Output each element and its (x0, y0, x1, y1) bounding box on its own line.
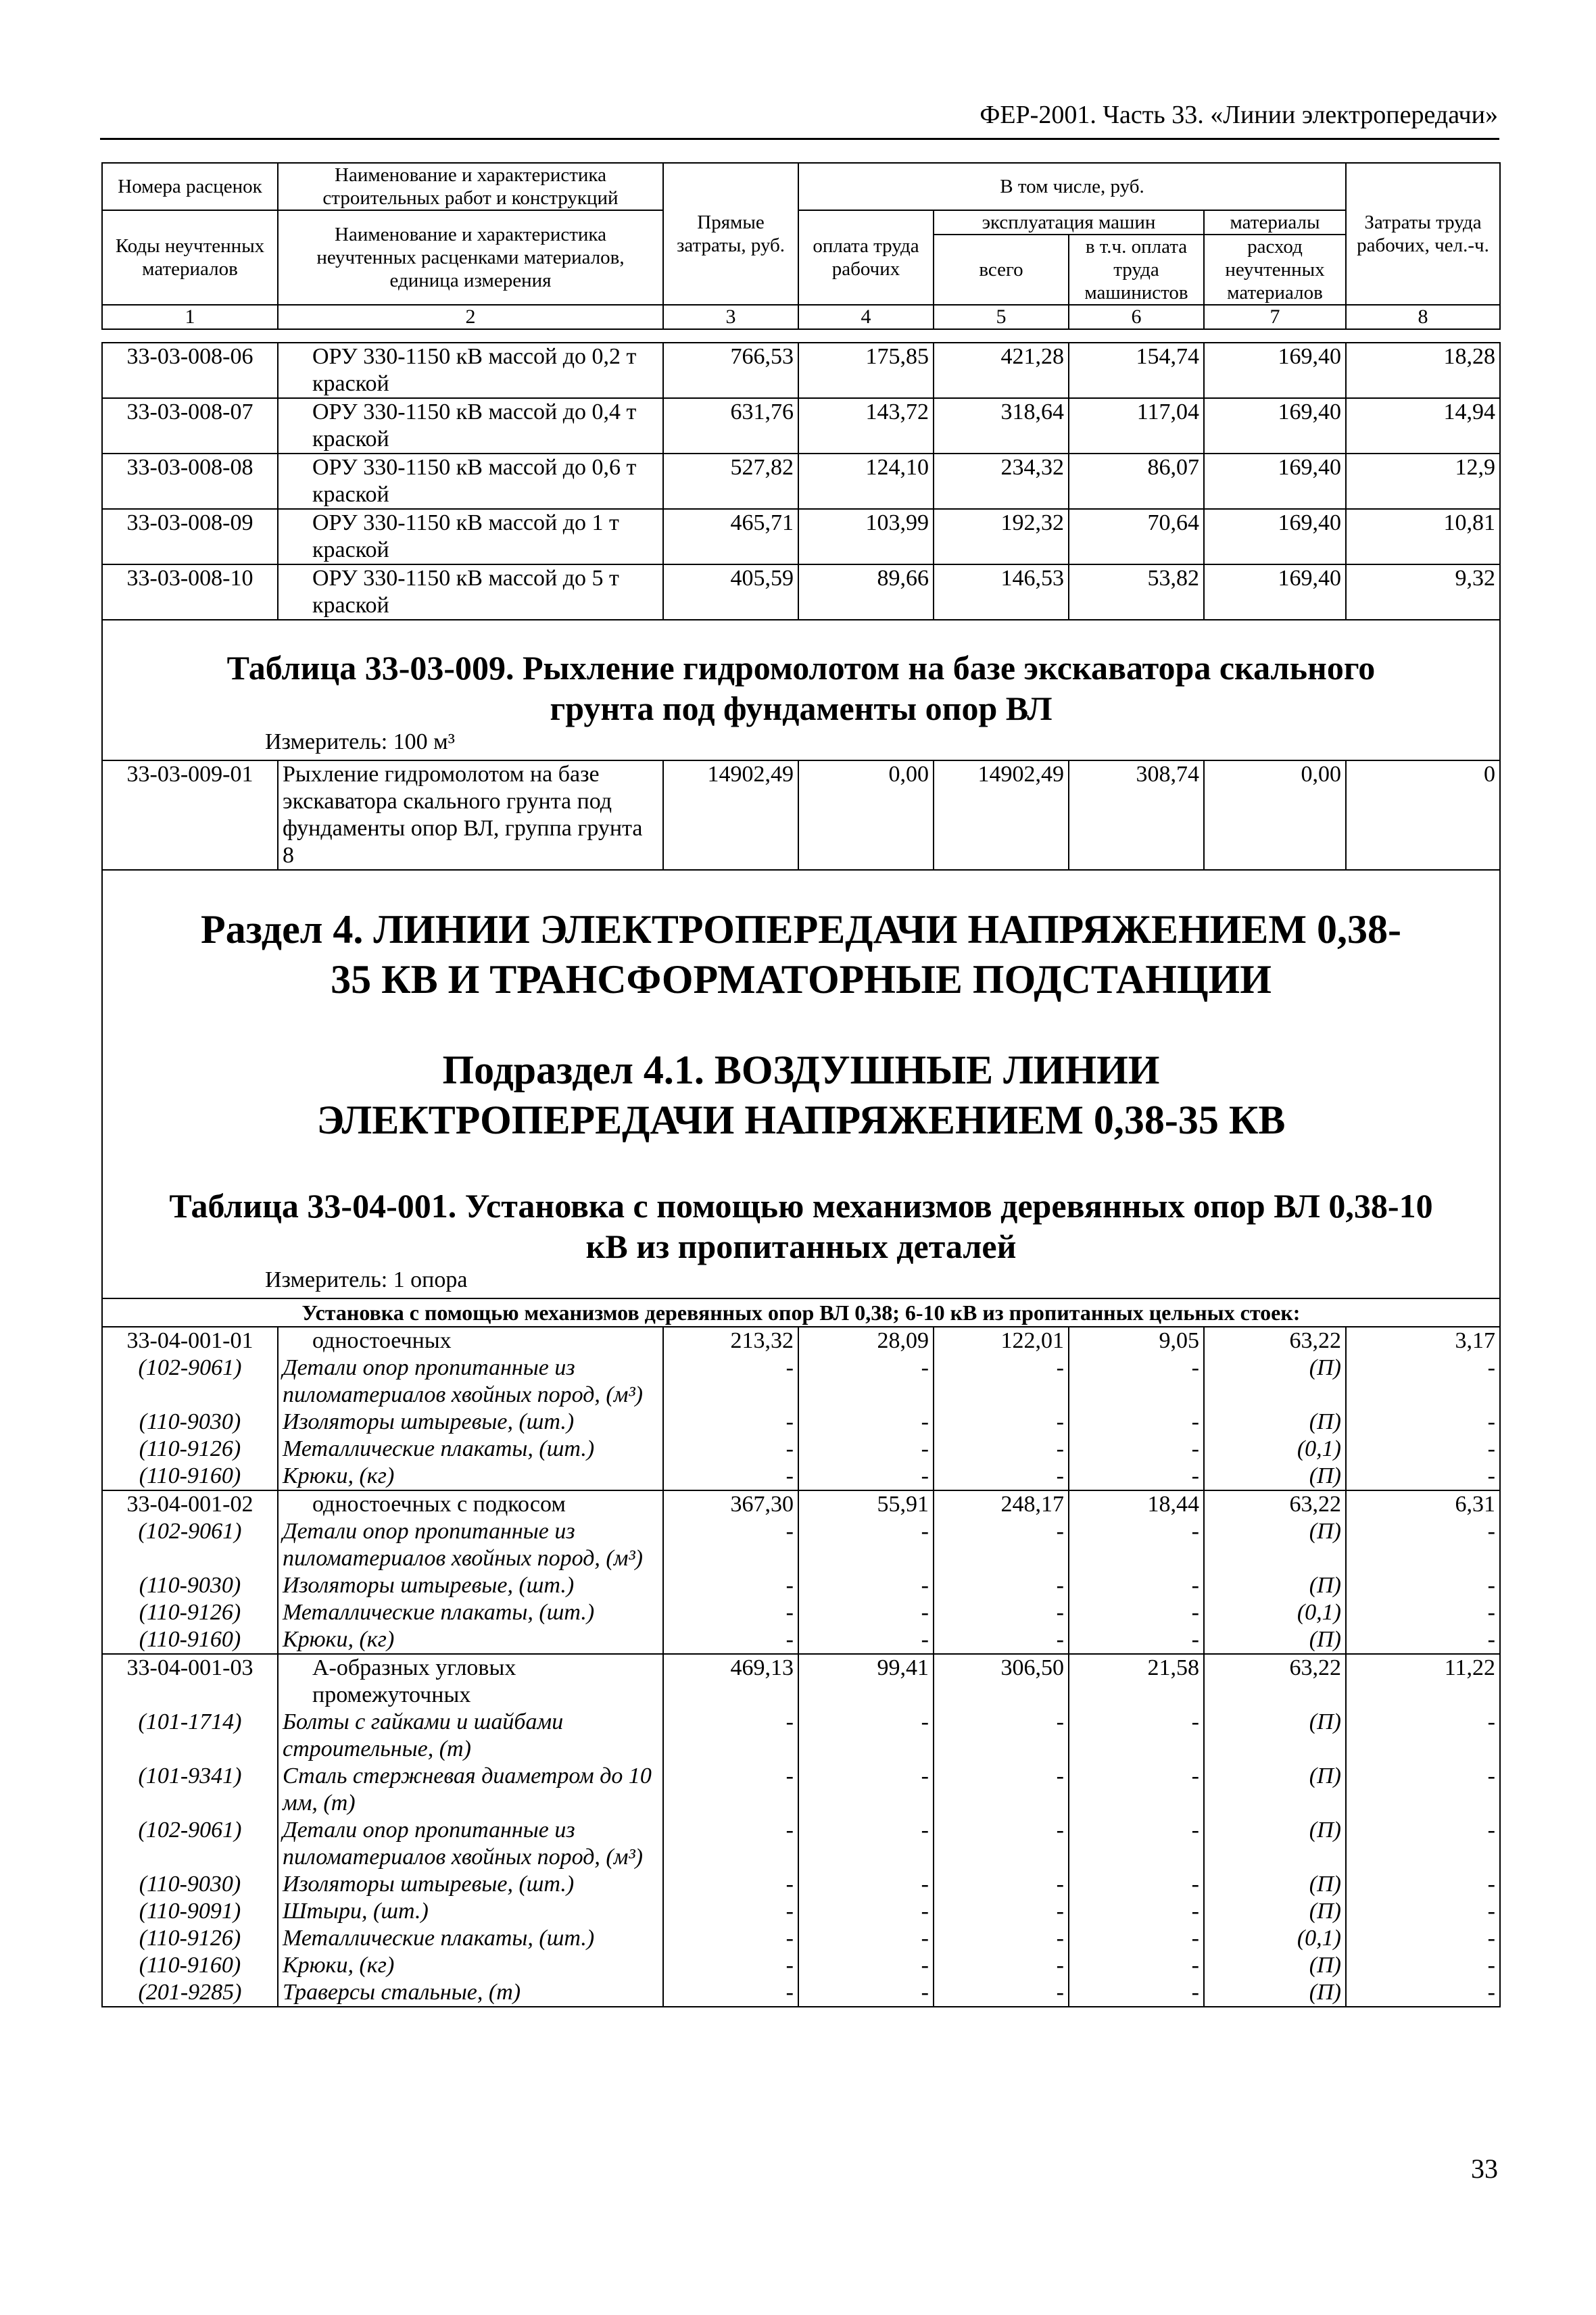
labor-pay-value: 143,72 (798, 398, 934, 454)
dash-cell: - (663, 1599, 798, 1626)
machines-total-value: 318,64 (934, 398, 1069, 454)
dash-cell: - (663, 1709, 798, 1763)
dash-cell: - (934, 1763, 1069, 1817)
col-number: 5 (934, 305, 1069, 329)
rate-code: 33-04-001-03 (102, 1654, 278, 1709)
material-consumption: (П) (1204, 1572, 1346, 1599)
material-name: Изоляторы штыревые, (шт.) (278, 1871, 663, 1898)
dash-cell: - (1346, 1817, 1500, 1871)
dash-cell: - (934, 1817, 1069, 1871)
machines-total-value: 306,50 (934, 1654, 1069, 1709)
dash-cell: - (1069, 1709, 1204, 1763)
dash-cell: - (1069, 1626, 1204, 1654)
dash-cell: - (1069, 1952, 1204, 1979)
operator-pay-value: 9,05 (1069, 1327, 1204, 1355)
col-number: 1 (102, 305, 278, 329)
dash-cell: - (663, 1763, 798, 1817)
dash-cell: - (1069, 1925, 1204, 1952)
direct-costs-value: 469,13 (663, 1654, 798, 1709)
material-code: (102-9061) (102, 1518, 278, 1572)
col-number: 7 (1204, 305, 1346, 329)
rate-code: 33-03-008-10 (102, 564, 278, 620)
dash-cell: - (798, 1763, 934, 1817)
column-header-table (101, 162, 1501, 330)
dash-cell: - (663, 1626, 798, 1654)
labor-costs-value: 12,9 (1346, 454, 1500, 509)
rate-code: 33-04-001-02 (102, 1490, 278, 1518)
rate-code: 33-04-001-01 (102, 1327, 278, 1355)
material-name: Детали опор пропитанные из пиломатериалов хвойных пород, (м³) (278, 1817, 663, 1871)
material-name: Траверсы стальные, (т) (278, 1979, 663, 2007)
labor-pay-value: 103,99 (798, 509, 934, 564)
dash-cell: - (1069, 1463, 1204, 1490)
material-row (102, 1599, 1500, 1626)
col-number: 6 (1069, 305, 1204, 329)
labor-costs-value: 18,28 (1346, 343, 1500, 398)
material-consumption: (П) (1204, 1763, 1346, 1817)
materials-value: 0,00 (1204, 760, 1346, 870)
rate-name: Рыхление гидромолотом на базе экскаватора скального грунта под фундаменты опор ВЛ, группа грунта 8 (278, 760, 663, 870)
material-code: (110-9160) (102, 1626, 278, 1654)
material-code: (201-9285) (102, 1979, 278, 2007)
rate-name: одностоечных с подкосом (278, 1490, 663, 1518)
material-consumption: (0,1) (1204, 1436, 1346, 1463)
col-number: 3 (663, 305, 798, 329)
header-rule (100, 138, 1499, 140)
material-consumption: (0,1) (1204, 1599, 1346, 1626)
dash-cell: - (1069, 1355, 1204, 1409)
material-name: Сталь стержневая диаметром до 10 мм, (т) (278, 1763, 663, 1817)
material-code: (110-9091) (102, 1898, 278, 1925)
dash-cell: - (1346, 1355, 1500, 1409)
dash-cell: - (798, 1626, 934, 1654)
col-number: 4 (798, 305, 934, 329)
material-consumption: (П) (1204, 1871, 1346, 1898)
rates-table (101, 342, 1501, 2007)
dash-cell: - (663, 1871, 798, 1898)
dash-cell: - (798, 1898, 934, 1925)
operator-pay-value: 53,82 (1069, 564, 1204, 620)
operator-pay-value: 86,07 (1069, 454, 1204, 509)
machines-total-value: 234,32 (934, 454, 1069, 509)
machines-total-value: 122,01 (934, 1327, 1069, 1355)
materials-value: 63,22 (1204, 1654, 1346, 1709)
dash-cell: - (1346, 1572, 1500, 1599)
material-consumption: (П) (1204, 1979, 1346, 2007)
dash-cell: - (1346, 1763, 1500, 1817)
material-name: Крюки, (кг) (278, 1463, 663, 1490)
col-unaccounted-materials: расход неучтенных материалов (1204, 235, 1346, 305)
dash-cell: - (934, 1518, 1069, 1572)
dash-cell: - (663, 1817, 798, 1871)
operator-pay-value: 70,64 (1069, 509, 1204, 564)
rate-row (102, 1490, 1500, 1518)
material-row (102, 1626, 1500, 1654)
material-name: Крюки, (кг) (278, 1952, 663, 1979)
material-name: Металлические плакаты, (шт.) (278, 1599, 663, 1626)
dash-cell: - (1346, 1409, 1500, 1436)
material-row (102, 1463, 1500, 1490)
material-name: Металлические плакаты, (шт.) (278, 1925, 663, 1952)
dash-cell: - (663, 1409, 798, 1436)
material-row (102, 1355, 1500, 1409)
dash-cell: - (798, 1871, 934, 1898)
dash-cell: - (1069, 1979, 1204, 2007)
rate-row (102, 1654, 1500, 1709)
section-title: Раздел 4. ЛИНИИ ЭЛЕКТРОПЕРЕДАЧИ НАПРЯЖЕНИЕМ 0,38-35 КВ И ТРАНСФОРМАТОРНЫЕ ПОДСТАНЦИИ (102, 904, 1500, 1004)
labor-pay-value: 55,91 (798, 1490, 934, 1518)
rate-row (102, 398, 1500, 454)
material-code: (110-9030) (102, 1409, 278, 1436)
dash-cell: - (798, 1409, 934, 1436)
machines-total-value: 421,28 (934, 343, 1069, 398)
labor-costs-value: 10,81 (1346, 509, 1500, 564)
dash-cell: - (663, 1463, 798, 1490)
dash-cell: - (663, 1572, 798, 1599)
materials-value: 63,22 (1204, 1490, 1346, 1518)
labor-pay-value: 99,41 (798, 1654, 934, 1709)
table-001-subheader: Установка с помощью механизмов деревянных опор ВЛ 0,38; 6-10 кВ из пропитанных цельных стоек: (102, 1298, 1500, 1327)
col-rate-numbers: Номера расценок (102, 163, 278, 210)
labor-costs-value: 3,17 (1346, 1327, 1500, 1355)
operator-pay-value: 154,74 (1069, 343, 1204, 398)
col-including: В том числе, руб. (798, 163, 1346, 210)
dash-cell: - (798, 1463, 934, 1490)
material-row (102, 1952, 1500, 1979)
rate-code: 33-03-008-09 (102, 509, 278, 564)
dash-cell: - (798, 1518, 934, 1572)
dash-cell: - (1346, 1626, 1500, 1654)
col-materials: материалы (1204, 210, 1346, 235)
rate-name: ОРУ 330-1150 кВ массой до 5 т краской (278, 564, 663, 620)
material-name: Изоляторы штыревые, (шт.) (278, 1572, 663, 1599)
rate-name: А-образных угловых промежуточных (278, 1654, 663, 1709)
material-code: (101-9341) (102, 1763, 278, 1817)
material-consumption: (П) (1204, 1518, 1346, 1572)
table-001-meter: Измеритель: 1 опора (102, 1267, 1500, 1298)
col-operator-pay: в т.ч. оплата труда машинистов (1069, 235, 1204, 305)
rate-name: одностоечных (278, 1327, 663, 1355)
dash-cell: - (1069, 1763, 1204, 1817)
labor-costs-value: 6,31 (1346, 1490, 1500, 1518)
materials-value: 169,40 (1204, 398, 1346, 454)
labor-pay-value: 124,10 (798, 454, 934, 509)
material-row (102, 1817, 1500, 1871)
material-consumption: (П) (1204, 1463, 1346, 1490)
material-name: Штыри, (шт.) (278, 1898, 663, 1925)
direct-costs-value: 213,32 (663, 1327, 798, 1355)
rate-code: 33-03-008-06 (102, 343, 278, 398)
page-header: ФЕР-2001. Часть 33. «Линии электропередачи» (980, 101, 1498, 129)
dash-cell: - (798, 1355, 934, 1409)
operator-pay-value: 308,74 (1069, 760, 1204, 870)
material-row (102, 1898, 1500, 1925)
machines-total-value: 248,17 (934, 1490, 1069, 1518)
labor-pay-value: 175,85 (798, 343, 934, 398)
dash-cell: - (1069, 1436, 1204, 1463)
direct-costs-value: 465,71 (663, 509, 798, 564)
machines-total-value: 14902,49 (934, 760, 1069, 870)
dash-cell: - (663, 1355, 798, 1409)
dash-cell: - (934, 1979, 1069, 2007)
dash-cell: - (1069, 1898, 1204, 1925)
dash-cell: - (663, 1952, 798, 1979)
material-code: (110-9030) (102, 1572, 278, 1599)
dash-cell: - (1346, 1871, 1500, 1898)
dash-cell: - (934, 1898, 1069, 1925)
rate-name: ОРУ 330-1150 кВ массой до 0,4 т краской (278, 398, 663, 454)
col-labor-costs: Затраты труда рабочих, чел.-ч. (1346, 163, 1500, 305)
labor-costs-value: 14,94 (1346, 398, 1500, 454)
material-name: Болты с гайками и шайбами строительные, (т) (278, 1709, 663, 1763)
material-row (102, 1925, 1500, 1952)
rate-row (102, 760, 1500, 870)
dash-cell: - (1346, 1463, 1500, 1490)
rate-name: ОРУ 330-1150 кВ массой до 0,6 т краской (278, 454, 663, 509)
material-name: Металлические плакаты, (шт.) (278, 1436, 663, 1463)
dash-cell: - (1346, 1599, 1500, 1626)
material-consumption: (П) (1204, 1355, 1346, 1409)
rate-code: 33-03-008-07 (102, 398, 278, 454)
dash-cell: - (1069, 1572, 1204, 1599)
materials-value: 169,40 (1204, 343, 1346, 398)
material-name: Детали опор пропитанные из пиломатериалов хвойных пород, (м³) (278, 1355, 663, 1409)
dash-cell: - (934, 1709, 1069, 1763)
material-name: Крюки, (кг) (278, 1626, 663, 1654)
material-code: (110-9126) (102, 1925, 278, 1952)
material-consumption: (П) (1204, 1817, 1346, 1871)
material-row (102, 1409, 1500, 1436)
direct-costs-value: 631,76 (663, 398, 798, 454)
material-code: (110-9126) (102, 1436, 278, 1463)
col-machines-total: всего (934, 235, 1069, 305)
dash-cell: - (798, 1925, 934, 1952)
operator-pay-value: 21,58 (1069, 1654, 1204, 1709)
material-name: Изоляторы штыревые, (шт.) (278, 1409, 663, 1436)
dash-cell: - (1346, 1952, 1500, 1979)
labor-pay-value: 28,09 (798, 1327, 934, 1355)
material-row (102, 1709, 1500, 1763)
dash-cell: - (1069, 1409, 1204, 1436)
direct-costs-value: 14902,49 (663, 760, 798, 870)
col-number: 2 (278, 305, 663, 329)
material-consumption: (П) (1204, 1626, 1346, 1654)
material-consumption: (П) (1204, 1409, 1346, 1436)
col-number: 8 (1346, 305, 1500, 329)
materials-value: 63,22 (1204, 1327, 1346, 1355)
material-row (102, 1979, 1500, 2007)
col-work-name: Наименование и характеристика строительных работ и конструкций (278, 163, 663, 210)
dash-cell: - (934, 1871, 1069, 1898)
material-code: (102-9061) (102, 1817, 278, 1871)
col-direct-costs: Прямые затраты, руб. (663, 163, 798, 305)
material-name: Детали опор пропитанные из пиломатериалов хвойных пород, (м³) (278, 1518, 663, 1572)
col-unaccounted-codes: Коды неучтенных материалов (102, 210, 278, 305)
table-009-meter: Измеритель: 100 м³ (102, 729, 1500, 760)
page-number: 33 (1471, 2153, 1498, 2184)
dash-cell: - (798, 1599, 934, 1626)
direct-costs-value: 527,82 (663, 454, 798, 509)
material-code: (101-1714) (102, 1709, 278, 1763)
dash-cell: - (798, 1979, 934, 2007)
dash-cell: - (934, 1626, 1069, 1654)
dash-cell: - (1346, 1925, 1500, 1952)
dash-cell: - (798, 1952, 934, 1979)
dash-cell: - (1069, 1817, 1204, 1871)
dash-cell: - (1069, 1871, 1204, 1898)
material-row (102, 1871, 1500, 1898)
material-row (102, 1763, 1500, 1817)
dash-cell: - (1346, 1518, 1500, 1572)
dash-cell: - (1346, 1436, 1500, 1463)
material-row (102, 1572, 1500, 1599)
material-code: (102-9061) (102, 1355, 278, 1409)
rate-row (102, 1327, 1500, 1355)
dash-cell: - (1346, 1709, 1500, 1763)
labor-pay-value: 0,00 (798, 760, 934, 870)
dash-cell: - (934, 1409, 1069, 1436)
material-code: (110-9126) (102, 1599, 278, 1626)
dash-cell: - (663, 1436, 798, 1463)
dash-cell: - (934, 1436, 1069, 1463)
dash-cell: - (798, 1817, 934, 1871)
rate-name: ОРУ 330-1150 кВ массой до 0,2 т краской (278, 343, 663, 398)
material-consumption: (П) (1204, 1952, 1346, 1979)
dash-cell: - (663, 1518, 798, 1572)
dash-cell: - (798, 1572, 934, 1599)
material-code: (110-9160) (102, 1952, 278, 1979)
operator-pay-value: 18,44 (1069, 1490, 1204, 1518)
dash-cell: - (663, 1925, 798, 1952)
rate-name: ОРУ 330-1150 кВ массой до 1 т краской (278, 509, 663, 564)
dash-cell: - (1346, 1979, 1500, 2007)
dash-cell: - (1069, 1599, 1204, 1626)
materials-value: 169,40 (1204, 509, 1346, 564)
labor-pay-value: 89,66 (798, 564, 934, 620)
dash-cell: - (663, 1898, 798, 1925)
machines-total-value: 192,32 (934, 509, 1069, 564)
dash-cell: - (934, 1952, 1069, 1979)
material-row (102, 1436, 1500, 1463)
table-009-title: Таблица 33-03-009. Рыхление гидромолотом на базе экскаватора скального грунта под фундаменты опор ВЛ (102, 648, 1500, 729)
material-consumption: (0,1) (1204, 1925, 1346, 1952)
material-consumption: (П) (1204, 1898, 1346, 1925)
rate-code: 33-03-009-01 (102, 760, 278, 870)
labor-costs-value: 0 (1346, 760, 1500, 870)
dash-cell: - (798, 1436, 934, 1463)
col-machine-operation: эксплуатация машин (934, 210, 1204, 235)
materials-value: 169,40 (1204, 454, 1346, 509)
dash-cell: - (663, 1979, 798, 2007)
dash-cell: - (934, 1925, 1069, 1952)
rate-row (102, 454, 1500, 509)
dash-cell: - (934, 1572, 1069, 1599)
rate-row (102, 343, 1500, 398)
table-001-title: Таблица 33-04-001. Установка с помощью механизмов деревянных опор ВЛ 0,38-10 кВ из пропитанных деталей (102, 1186, 1500, 1267)
dash-cell: - (934, 1355, 1069, 1409)
operator-pay-value: 117,04 (1069, 398, 1204, 454)
labor-costs-value: 11,22 (1346, 1654, 1500, 1709)
dash-cell: - (1346, 1898, 1500, 1925)
direct-costs-value: 367,30 (663, 1490, 798, 1518)
rate-code: 33-03-008-08 (102, 454, 278, 509)
col-unaccounted-name: Наименование и характеристика неучтенных расценками материалов, единица измерения (278, 210, 663, 305)
dash-cell: - (1069, 1518, 1204, 1572)
material-consumption: (П) (1204, 1709, 1346, 1763)
dash-cell: - (934, 1463, 1069, 1490)
material-code: (110-9160) (102, 1463, 278, 1490)
machines-total-value: 146,53 (934, 564, 1069, 620)
materials-value: 169,40 (1204, 564, 1346, 620)
material-row (102, 1518, 1500, 1572)
labor-costs-value: 9,32 (1346, 564, 1500, 620)
col-labor-pay: оплата труда рабочих (798, 210, 934, 305)
dash-cell: - (934, 1599, 1069, 1626)
rate-row (102, 564, 1500, 620)
subsection-title: Подраздел 4.1. ВОЗДУШНЫЕ ЛИНИИ ЭЛЕКТРОПЕРЕДАЧИ НАПРЯЖЕНИЕМ 0,38-35 КВ (102, 1045, 1500, 1145)
rate-row (102, 509, 1500, 564)
direct-costs-value: 766,53 (663, 343, 798, 398)
dash-cell: - (798, 1709, 934, 1763)
material-code: (110-9030) (102, 1871, 278, 1898)
direct-costs-value: 405,59 (663, 564, 798, 620)
